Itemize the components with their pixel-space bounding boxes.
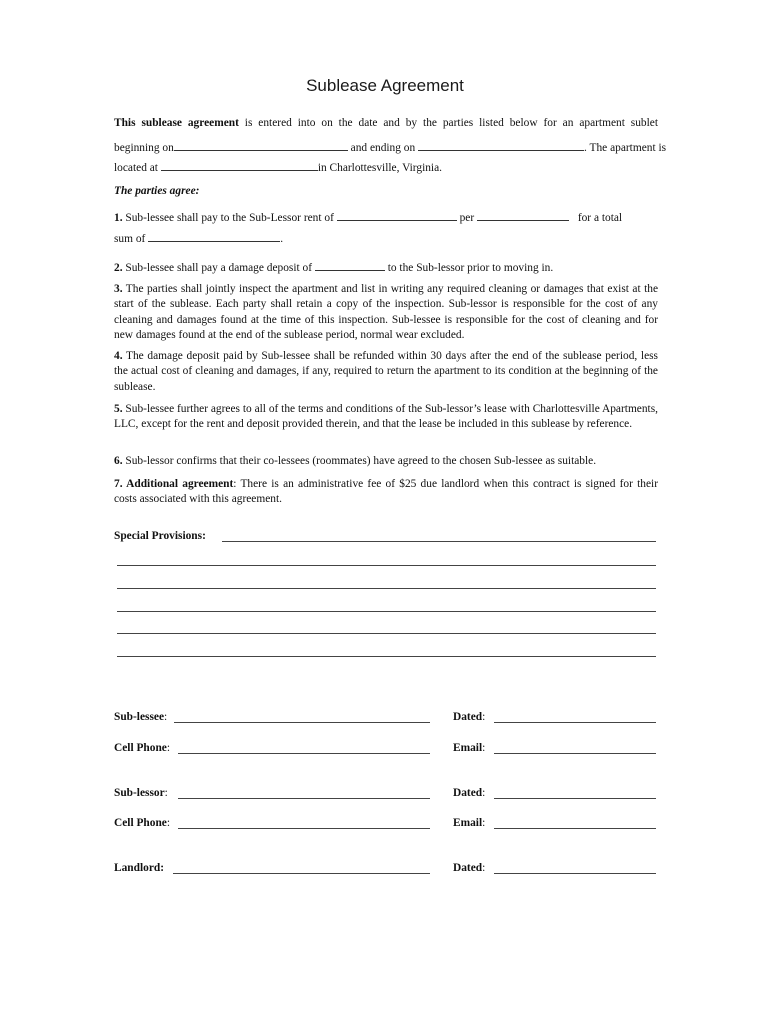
beginning-date-blank[interactable] <box>174 139 348 151</box>
clause-4-number: 4. <box>114 350 123 362</box>
special-provisions-line-6[interactable] <box>117 656 656 657</box>
email-colon: : <box>482 742 486 754</box>
cell-label-text: Cell Phone <box>114 742 167 754</box>
sublessor-signature-line[interactable] <box>178 798 430 799</box>
intro-line-1-text: is entered into on the date and by the parties listed below for an apartment sublet <box>238 117 658 129</box>
clause-1-number: 1. <box>114 212 123 224</box>
special-provisions-line-3[interactable] <box>117 588 656 589</box>
email-label-text: Email <box>453 742 483 754</box>
special-provisions-label: Special Provisions: <box>114 530 206 542</box>
sublessor-dated-label <box>453 787 485 799</box>
sublessee-email-label <box>453 742 485 754</box>
intro-bold-lead: This sublease agreement <box>114 117 239 129</box>
sublessor-email-line[interactable] <box>494 828 656 829</box>
clause-4 <box>114 349 658 395</box>
special-provisions-line-2[interactable] <box>117 565 656 566</box>
sublessor-label-text: Sub-lessor <box>114 787 165 799</box>
sum-period: . <box>280 233 284 245</box>
cell-label-text-2: Cell Phone <box>114 817 167 829</box>
clause-3 <box>114 282 658 343</box>
clause-6-text: Sub-lessor confirms that their co-lessees (roommates) have agreed to the chosen Sub-lessee as suitable. <box>122 455 597 467</box>
sublessee-date-line[interactable] <box>494 722 656 723</box>
landlord-dated-label <box>453 862 485 874</box>
ending-on-label: and ending on <box>347 142 419 154</box>
located-at-label: located at <box>114 162 161 174</box>
clause-1-line-2 <box>114 230 283 245</box>
sublessee-signature-line[interactable] <box>174 722 430 723</box>
clause-2-deposit-text: Sub-lessee shall pay a damage deposit of <box>122 262 315 274</box>
clause-1-per-text: per <box>456 212 477 224</box>
dated-label-text-3: Dated <box>453 862 483 874</box>
rent-period-blank[interactable] <box>477 209 569 221</box>
clause-3-text: The parties shall jointly inspect the apartment and list in writing any required cleaning or damages that exist at the start of the sublease. Each party shall retain a copy of the inspection. Sub-lessor is responsible for the cost of any cleaning and damages found at the time of this inspection. Sub-lessee is responsible for the cost of cleaning and for new damages found at the end of the sublease period, normal wear excluded. <box>114 283 658 341</box>
special-provisions-line-4[interactable] <box>117 611 656 612</box>
clause-5-number: 5. <box>114 403 123 415</box>
intro-line-1 <box>114 117 658 129</box>
sublessor-email-label <box>453 817 485 829</box>
clause-7-text: : There is an administrative fee of $25 due landlord when this contract is signed for their costs associated with this agreement. <box>114 478 659 506</box>
sublessee-label <box>114 711 167 723</box>
email-colon-2: : <box>482 817 486 829</box>
landlord-label: Landlord: <box>114 862 165 874</box>
document-title: Sublease Agreement <box>306 76 464 95</box>
sublessor-cell-label <box>114 817 170 829</box>
sublessee-label-text: Sub-lessee <box>114 711 164 723</box>
special-provisions-line-1[interactable] <box>222 541 656 542</box>
parties-agree-heading: The parties agree: <box>114 185 200 197</box>
clause-5-text: Sub-lessee further agrees to all of the terms and conditions of the Sub-lessor’s lease with Charlottesville Apartments, LLC, except for the rent and deposit provided therein, and that the lease be included in this sublease by reference. <box>114 403 658 431</box>
sublessor-label <box>114 787 168 799</box>
clause-1-line-1 <box>114 209 622 224</box>
clause-2-number: 2. <box>114 262 123 274</box>
sublessee-dated-label <box>453 711 485 723</box>
ending-date-blank[interactable] <box>418 139 584 151</box>
dated-label-text: Dated <box>453 711 483 723</box>
sublessor-cell-line[interactable] <box>178 828 430 829</box>
clause-7-number: 7. <box>114 478 123 490</box>
clause-5 <box>114 402 658 433</box>
apartment-is-text: . The apartment is <box>584 142 667 154</box>
deposit-amount-blank[interactable] <box>315 259 385 271</box>
location-blank[interactable] <box>161 159 318 171</box>
landlord-date-line[interactable] <box>494 873 656 874</box>
cell-colon: : <box>166 742 171 754</box>
dated-colon-3: : <box>482 862 486 874</box>
intro-line-3 <box>114 159 442 174</box>
clause-6-number: 6. <box>114 455 123 467</box>
clause-1-rent-text: Sub-lessee shall pay to the Sub-Lessor rent of <box>122 212 337 224</box>
dated-colon-2: : <box>482 787 486 799</box>
clause-7 <box>114 477 658 508</box>
sublessor-colon: : <box>164 787 168 799</box>
total-sum-blank[interactable] <box>148 230 280 242</box>
clause-3-number: 3. <box>114 283 123 295</box>
clause-2-moving-in-text: to the Sub-lessor prior to moving in. <box>384 262 554 274</box>
dated-label-text-2: Dated <box>453 787 483 799</box>
additional-agreement-label: Additional agreement <box>122 478 234 490</box>
dated-colon: : <box>482 711 486 723</box>
beginning-on-label: beginning on <box>114 142 174 154</box>
special-provisions-line-5[interactable] <box>117 633 656 634</box>
sublessee-email-line[interactable] <box>494 753 656 754</box>
cell-colon-2: : <box>166 817 171 829</box>
clause-1-total-text: for a total <box>574 212 623 224</box>
sum-of-label: sum of <box>114 233 149 245</box>
email-label-text-2: Email <box>453 817 483 829</box>
clause-4-text: The damage deposit paid by Sub-lessee shall be refunded within 30 days after the end of the sublease period, less the actual cost of cleaning and damages, if any, required to return the apartment to its condition at the beginning of the sublease. <box>114 350 658 393</box>
sublessee-cell-line[interactable] <box>178 753 430 754</box>
charlottesville-text: in Charlottesville, Virginia. <box>317 162 442 174</box>
rent-amount-blank[interactable] <box>337 209 457 221</box>
sublessor-date-line[interactable] <box>494 798 656 799</box>
sublessee-colon: : <box>164 711 168 723</box>
landlord-signature-line[interactable] <box>173 873 430 874</box>
clause-2 <box>114 259 553 274</box>
intro-line-2 <box>114 139 666 154</box>
sublessee-cell-label <box>114 742 170 754</box>
clause-6 <box>114 455 596 467</box>
